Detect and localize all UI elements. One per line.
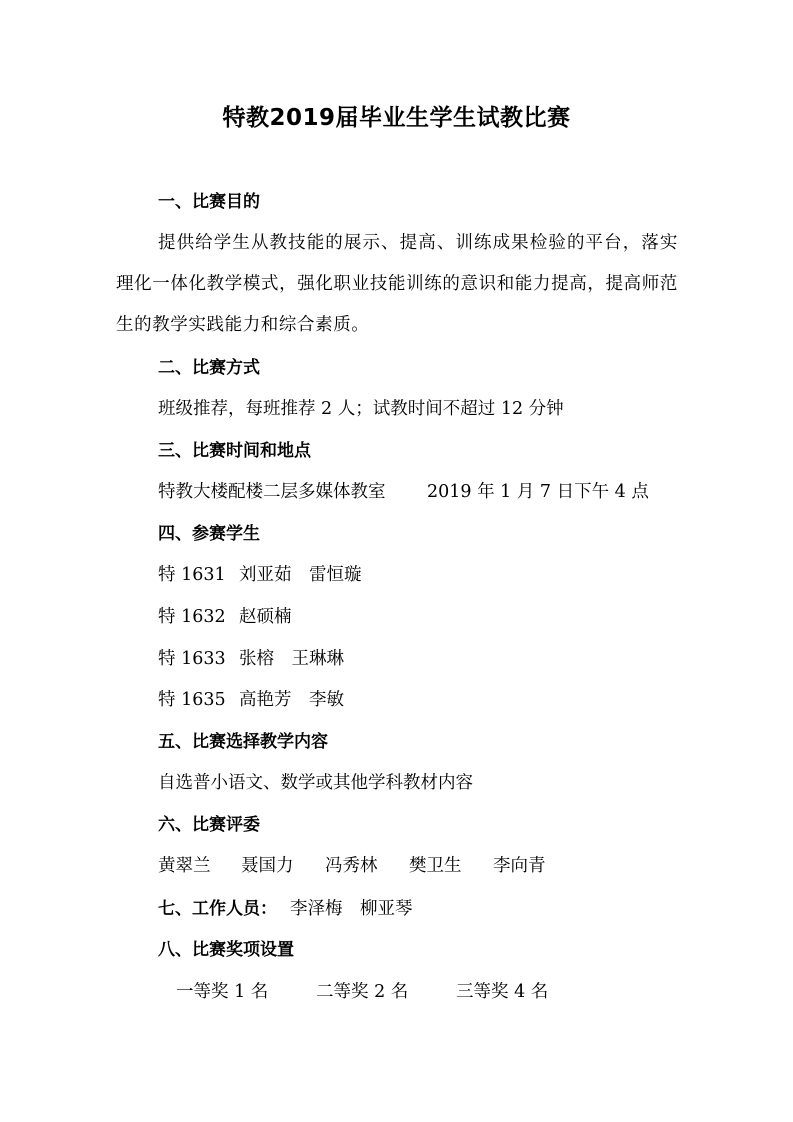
award-item: 二等奖 2 名	[316, 982, 409, 1002]
section-heading-students: 四、参赛学生	[158, 524, 260, 544]
student-class-label: 特 1635	[158, 690, 226, 710]
section-heading-judges: 六、比赛评委	[158, 815, 260, 835]
section-heading-awards: 八、比赛奖项设置	[158, 940, 294, 960]
datetime-text: 2019 年 1 月 7 日下午 4 点	[427, 482, 649, 502]
judge-name: 樊卫生	[409, 856, 462, 876]
section-heading-purpose: 一、比赛目的	[158, 192, 260, 212]
student-class-label: 特 1631	[158, 565, 226, 585]
section-heading-time-place: 三、比赛时间和地点	[158, 441, 311, 461]
venue-text: 特教大楼配楼二层多媒体教室	[158, 482, 386, 502]
judge-name: 李向青	[493, 856, 546, 876]
purpose-paragraph: 提供给学生从教技能的展示、提高、训练成果检验的平台，落实理化一体化教学模式，强化职业技能训练的意识和能力提高，提高师范生的教学实践能力和综合素质。	[116, 233, 678, 335]
award-item: 三等奖 4 名	[456, 982, 549, 1002]
section-heading-method: 二、比赛方式	[158, 358, 260, 378]
section-heading-staff: 七、工作人员：	[158, 899, 277, 919]
student-names: 刘亚茹 雷恒璇	[239, 565, 362, 585]
section-heading-content: 五、比赛选择教学内容	[158, 732, 328, 752]
judge-name: 冯秀林	[325, 856, 378, 876]
document-title: 特教2019届毕业生学生试教比赛	[222, 105, 571, 131]
judge-name: 聂国力	[241, 856, 294, 876]
student-names: 赵硕楠	[239, 607, 292, 627]
student-class-label: 特 1633	[158, 649, 226, 669]
student-names: 高艳芳 李敏	[239, 690, 344, 710]
content-text: 自选普小语文、数学或其他学科教材内容	[158, 773, 473, 793]
staff-names: 李泽梅 柳亚琴	[290, 899, 413, 919]
award-item: 一等奖 1 名	[176, 982, 269, 1002]
judge-name: 黄翠兰	[158, 856, 211, 876]
student-names: 张榕 王琳琳	[239, 649, 344, 669]
method-text: 班级推荐，每班推荐 2 人；试教时间不超过 12 分钟	[158, 399, 564, 419]
student-class-label: 特 1632	[158, 607, 226, 627]
